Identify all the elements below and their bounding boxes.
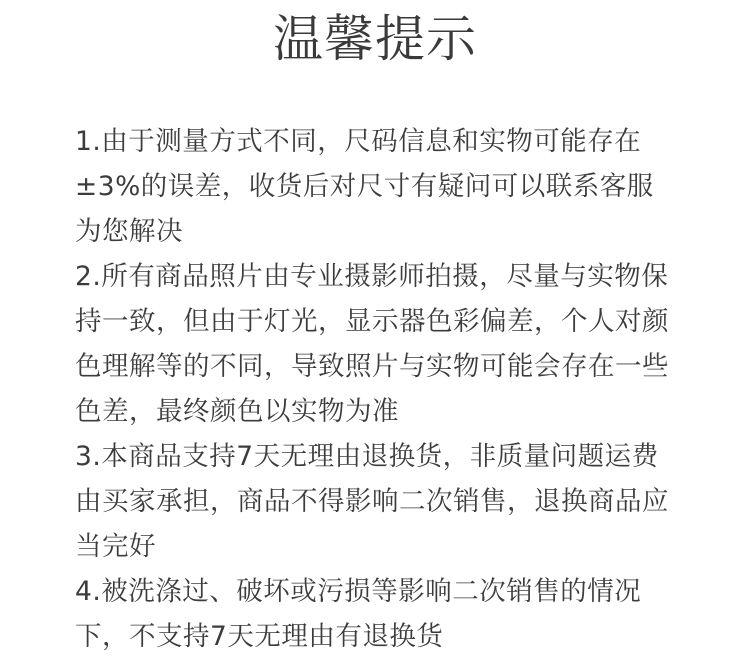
notice-title: 温馨提示 xyxy=(273,10,477,68)
notice-item-2: 2.所有商品照片由专业摄影师拍摄，尽量与实物保持一致，但由于灯光，显示器色彩偏差，个人对颜色理解等的不同，导致照片与实物可能会存在一些色差，最终颜色以实物为准 xyxy=(75,261,669,427)
notice-item-1: 1.由于测量方式不同，尺码信息和实物可能存在±3%的误差，收货后对尺寸有疑问可以联系客服为您解决 xyxy=(75,126,654,247)
notice-list xyxy=(75,119,675,659)
notice-item-3: 3.本商品支持7天无理由退换货，非质量问题运费由买家承担，商品不得影响二次销售，退换商品应当完好 xyxy=(75,441,669,562)
notice-item-4: 4.被洗涤过、破坏或污损等影响二次销售的情况下，不支持7天无理由有退换货 xyxy=(75,576,642,652)
